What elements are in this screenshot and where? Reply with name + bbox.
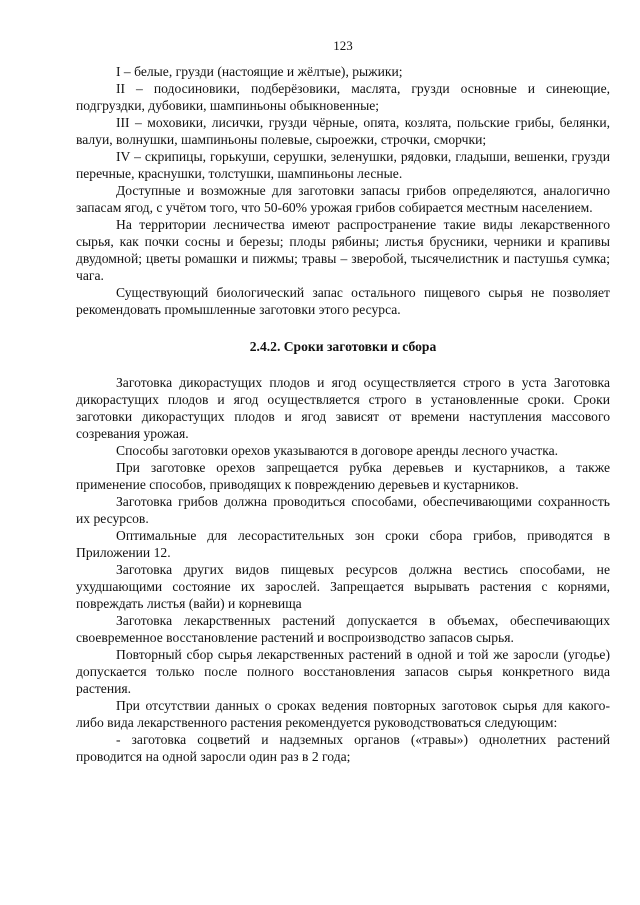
paragraph-nut-harvest-methods: Способы заготовки орехов указываются в договоре аренды лесного участка. <box>116 443 559 458</box>
paragraph-repeat-harvest: Повторный сбор сырья лекарственных растений в одной и той же заросли (угодье) допускается только после полного восстановления запасов сырья конкретного вида растения. <box>76 647 610 696</box>
paragraph-nut-harvest-restrictions: При заготовке орехов запрещается рубка деревьев и кустарников, а также применение способов, приводящих к повреждению деревьев и кустарников. <box>76 460 610 492</box>
paragraph-mushroom-category-4: IV – скрипицы, горькуши, серушки, зеленушки, рядовки, гладыши, вешенки, грузди перечные, краснушки, толстушки, шампиньоны лесные. <box>76 149 610 181</box>
paragraph-mushroom-terms: Оптимальные для лесорастительных зон сроки сбора грибов, приводятся в Приложении 12. <box>76 528 610 560</box>
paragraph-mushroom-category-1: I – белые, грузди (настоящие и жёлтые), рыжики; <box>116 64 403 79</box>
paragraph-mushroom-category-3: III – моховики, лисички, грузди чёрные, опята, козлята, польские грибы, белянки, валуи, волнушки, шампиньоны полевые, сыроежки, строчки, сморчки; <box>76 115 610 147</box>
paragraph-other-food-resources: Существующий биологический запас остального пищевого сырья не позволяет рекомендовать промышленные заготовки этого ресурса. <box>76 285 610 317</box>
paragraph-mushroom-reserves: Доступные и возможные для заготовки запасы грибов определяются, аналогично запасам ягод, с учётом того, что 50-60% урожая грибов собирается местным населением. <box>76 183 610 215</box>
paragraph-mushroom-category-2: II – подосиновики, подберёзовики, маслята, грузди основные и синеющие, подгруздки, дубовики, шампиньоны обыкновенные; <box>76 81 610 113</box>
paragraph-mushroom-harvest: Заготовка грибов должна проводиться способами, обеспечивающими сохранность их ресурсов. <box>76 494 610 526</box>
paragraph-repeat-harvest-guidance: При отсутствии данных о сроках ведения повторных заготовок сырья для какого-либо вида лекарственного растения рекомендуется руководствоваться следующим: <box>76 698 610 730</box>
paragraph-annual-plants-rule: - заготовка соцветий и надземных органов («травы») однолетних растений проводится на одной заросли один раз в 2 года; <box>76 732 610 764</box>
page-number: 123 <box>333 38 353 53</box>
section-heading: 2.4.2. Сроки заготовки и сбора <box>249 339 437 354</box>
paragraph-medicinal-raw-materials: На территории лесничества имеют распространение такие виды лекарственного сырья, как почки сосны и березы; плоды рябины; листья брусники, черники и крапивы двудомной; цветы ромашки и пижмы; травы – зверобой, тысячелистник и пастушья сумка; чага. <box>76 217 610 283</box>
paragraph-fruit-berry-harvest: Заготовка дикорастущих плодов и ягод осуществляется строго в уста Заготовка дикорастущих плодов и ягод осуществляется строго в установленные сроки. Сроки заготовки дикорастущих плодов и ягод зависят от времени наступления массового созревания урожая. <box>76 375 610 441</box>
paragraph-other-food-harvest: Заготовка других видов пищевых ресурсов должна вестись способами, не ухудшающими состояние их зарослей. Запрещается вырывать растения с корнями, повреждать листья (вайи) и корневища <box>76 562 610 611</box>
paragraph-medicinal-harvest-volume: Заготовка лекарственных растений допускается в объемах, обеспечивающих своевременное восстановление растений и воспроизводство запасов сырья. <box>76 613 610 645</box>
